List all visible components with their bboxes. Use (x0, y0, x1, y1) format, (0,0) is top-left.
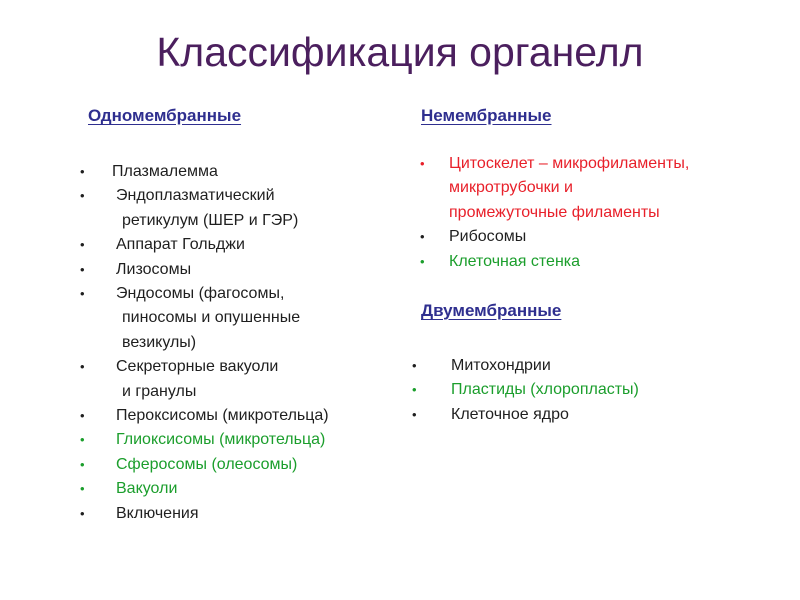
list-item (80, 453, 400, 477)
list-item-text (80, 428, 400, 452)
heading-single-membrane: Одномембранные (88, 106, 242, 125)
list-item (412, 378, 772, 402)
bullet-icon: • (80, 432, 85, 448)
list-item (420, 250, 780, 274)
double-membrane-list (412, 354, 772, 427)
list-item-line: Пероксисомы (микротельца) (116, 407, 329, 425)
list-item (80, 282, 400, 355)
bullet-icon: • (80, 456, 85, 472)
list-item-line: промежуточные филаменты (449, 203, 660, 221)
list-item-line: Рибосомы (449, 228, 527, 246)
list-item-text (420, 250, 780, 274)
bullet-icon: • (80, 408, 85, 424)
bullet-icon: • (412, 358, 417, 373)
list-item-line: микротрубочки и (449, 179, 573, 197)
list-item-line: Клеточная стенка (449, 252, 581, 270)
bullet-icon: • (412, 382, 417, 398)
list-item-line: везикулы) (122, 333, 197, 351)
bullet-icon: • (80, 359, 85, 375)
bullet-icon: • (420, 229, 425, 245)
list-item-line: Цитоскелет – микрофиламенты, (449, 155, 690, 172)
heading-non-membrane: Немембранные (421, 106, 552, 125)
list-item-line: Аппарат Гольджи (116, 236, 245, 254)
list-item-line: Пластиды (хлоропласты) (451, 381, 639, 399)
list-item-line: Эндосомы (фагосомы, (116, 285, 285, 303)
list-item-text (80, 355, 400, 404)
bullet-icon: • (412, 406, 417, 422)
list-item-text (80, 233, 400, 257)
bullet-icon: • (420, 253, 425, 269)
list-item-text (80, 282, 400, 355)
list-item (80, 160, 400, 184)
list-item-line: Эндоплазматический (116, 187, 275, 205)
list-item (420, 152, 780, 225)
list-item (412, 354, 772, 378)
single-membrane-list (80, 160, 400, 526)
list-item (80, 477, 400, 501)
list-item (80, 404, 400, 428)
list-item (80, 258, 400, 282)
list-item-line: Вакуоли (116, 480, 178, 498)
list-item-line: Включения (116, 504, 199, 522)
list-item-line: Клеточное ядро (451, 405, 569, 423)
heading-double-membrane: Двумембранные (421, 301, 562, 320)
bullet-icon: • (80, 286, 85, 302)
list-item-line: Плазмалемма (112, 163, 218, 180)
bullet-icon: • (80, 164, 85, 179)
bullet-icon: • (80, 261, 85, 277)
bullet-icon: • (80, 505, 85, 521)
list-item-text (420, 225, 780, 249)
list-item-line: Секреторные вакуоли (116, 358, 279, 376)
list-item (80, 233, 400, 257)
bullet-icon: • (80, 237, 85, 253)
list-item-line: и гранулы (122, 382, 197, 400)
list-item-line: Глиоксисомы (микротельца) (116, 431, 326, 449)
bullet-icon: • (80, 481, 85, 497)
list-item-text (80, 502, 400, 526)
list-item-text (80, 453, 400, 477)
list-item-text (412, 354, 772, 378)
list-item (80, 184, 400, 233)
non-membrane-list (420, 152, 780, 274)
list-item (80, 355, 400, 404)
list-item-line: ретикулум (ШЕР и ГЭР) (122, 211, 299, 229)
list-item-text (420, 152, 780, 225)
list-item-text (412, 403, 772, 427)
page-title: Классификация органелл (156, 29, 644, 75)
list-item (80, 428, 400, 452)
list-item-line: Сферосомы (олеосомы) (116, 455, 298, 473)
list-item (420, 225, 780, 249)
bullet-icon: • (80, 188, 85, 204)
list-item-line: Лизосомы (116, 260, 192, 278)
list-item-text (80, 404, 400, 428)
list-item-text (80, 184, 400, 233)
list-item (80, 502, 400, 526)
list-item-line: пиносомы и опушенные (122, 309, 301, 327)
list-item-line: Митохондрии (451, 357, 551, 374)
list-item-text (412, 378, 772, 402)
list-item-text (80, 258, 400, 282)
list-item-text (80, 477, 400, 501)
list-item-text (80, 160, 400, 184)
bullet-icon: • (420, 156, 425, 171)
list-item (412, 403, 772, 427)
